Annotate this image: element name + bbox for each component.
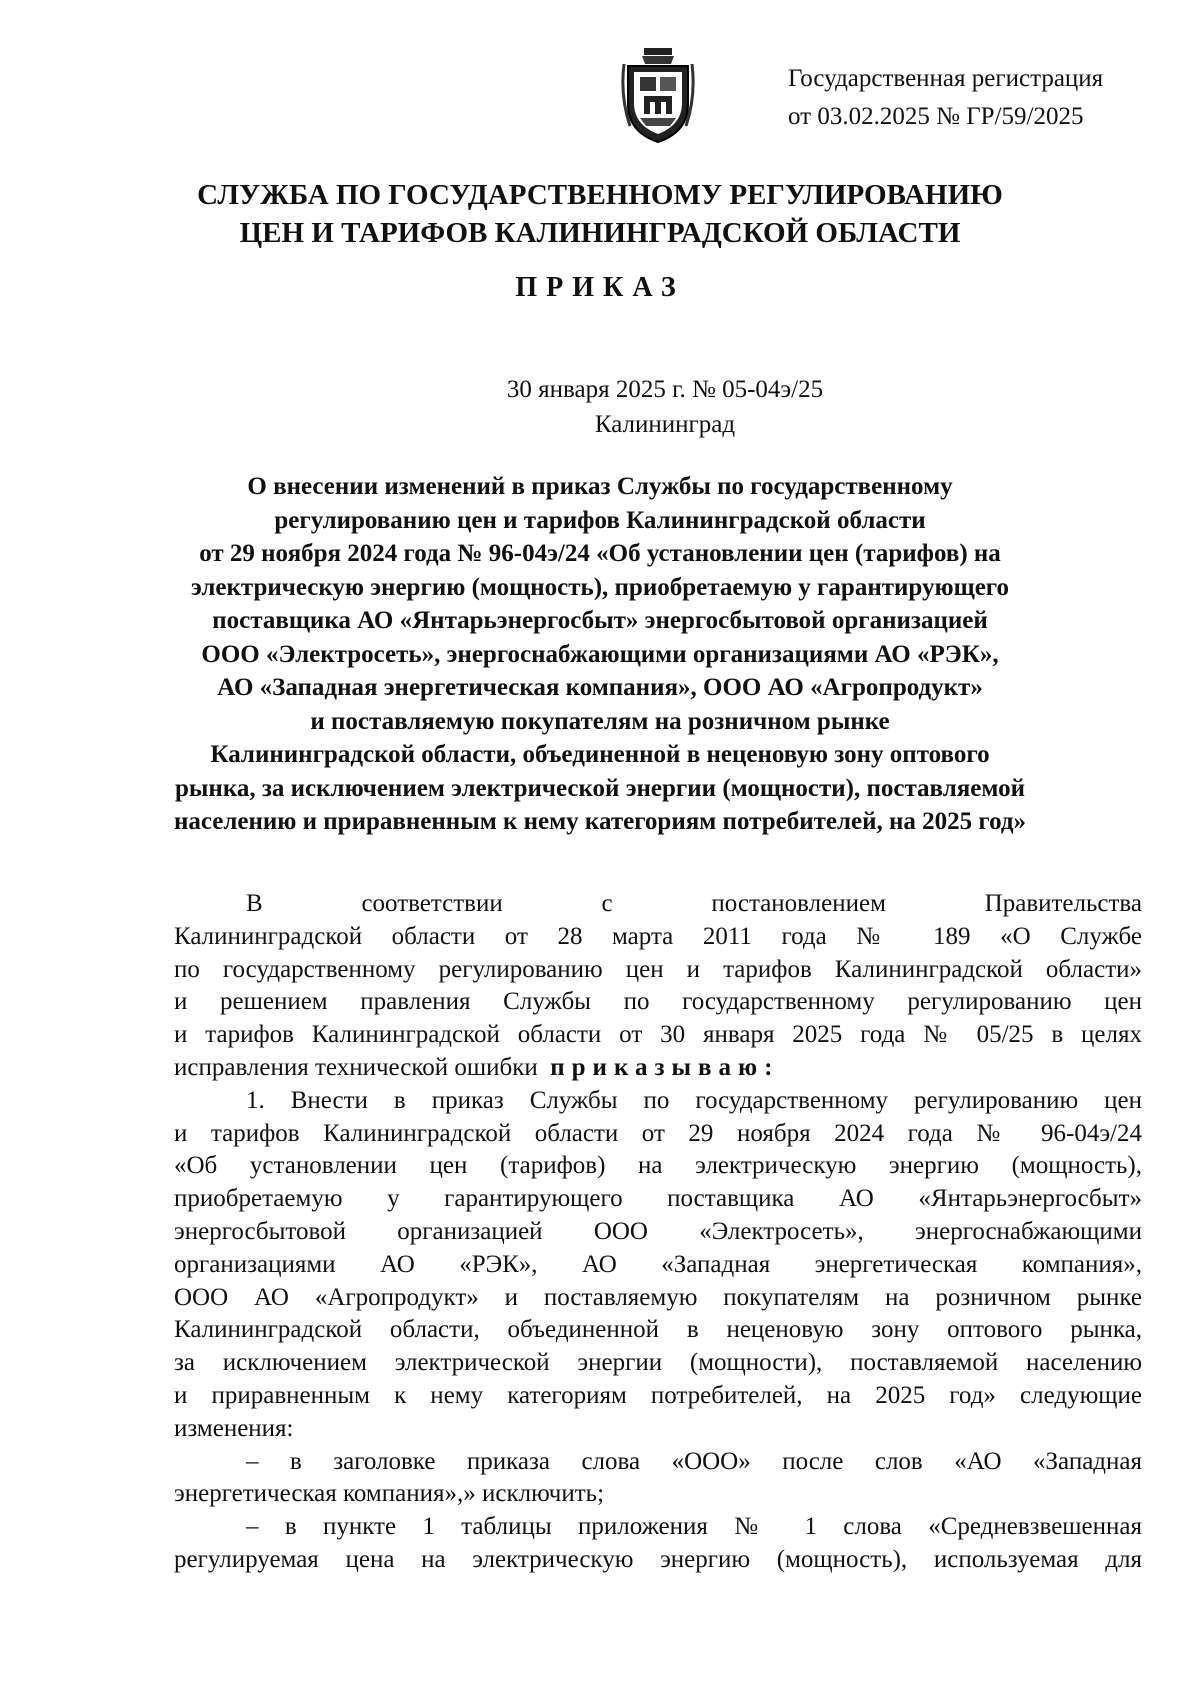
- text-line: организациями АО «РЭК», АО «Западная энергетическая компания»,: [174, 1250, 1142, 1278]
- date-and-place: [0, 372, 1200, 442]
- text-line: – в пункте 1 таблицы приложения № 1 слова «Средневзвешенная: [246, 1513, 1142, 1541]
- agency-name-line-1: СЛУЖБА ПО ГОСУДАРСТВЕННОМУ РЕГУЛИРОВАНИЮ: [197, 179, 1003, 211]
- subject-line: населению и приравненным к нему категориям потребителей, на 2025 год»: [173, 808, 1027, 835]
- subject-line: регулированию цен и тарифов Калининградской области: [274, 506, 926, 534]
- registration-number: от 03.02.2025 № ГР/59/2025: [788, 103, 1084, 130]
- order-date-number: 30 января 2025 г. № 05-04э/25: [506, 376, 824, 403]
- registration-label: Государственная регистрация: [788, 65, 1104, 92]
- subject-line: АО «Западная энергетическая компания», ООО АО «Агропродукт»: [217, 674, 983, 701]
- coat-of-arms-icon: [620, 46, 696, 146]
- preamble-last-text: исправления технической ошибки: [174, 1053, 538, 1081]
- subject-line: рынка, за исключением электрической энергии (мощности), поставляемой: [175, 774, 1025, 802]
- order-subject-heading: [100, 470, 1100, 839]
- text-line: и приравненным к нему категориям потребителей, на 2025 год» следующие: [174, 1381, 1142, 1409]
- text-line: В соответствии с постановлением Правительства: [246, 890, 1142, 917]
- subject-line: поставщика АО «Янтарьэнергосбыт» энергосбытовой организацией: [212, 607, 988, 634]
- preamble-paragraph: [174, 888, 1142, 1052]
- text-line: за исключением электрической энергии (мощности), поставляемой населению: [174, 1349, 1142, 1377]
- text-line: и тарифов Калининградской области от 30 января 2025 года № 05/25 в целях: [174, 1021, 1142, 1049]
- agency-name-line-2: ЦЕН И ТАРИФОВ КАЛИНИНГРАДСКОЙ ОБЛАСТИ: [239, 217, 961, 249]
- text-line: Калининградской области, объединенной в неценовую зону оптового рынка,: [174, 1316, 1142, 1344]
- text-line: и тарифов Калининградской области от 29 ноября 2024 года № 96-04э/24: [174, 1119, 1142, 1147]
- text-line: Калининградской области от 28 марта 2011 года № 189 «О Службе: [174, 922, 1142, 950]
- preamble-last-line: [174, 1052, 1142, 1085]
- item-1-paragraph: [174, 1085, 1142, 1446]
- document-type-title: ПРИКАЗ: [515, 272, 685, 303]
- text-line: «Об установлении цен (тарифов) на электрическую энергию (мощность),: [174, 1152, 1142, 1180]
- text-line: – в заголовке приказа слова «ООО» после слов «АО «Западная: [246, 1447, 1142, 1475]
- registration-stamp: [788, 60, 1168, 136]
- text-line: ООО АО «Агропродукт» и поставляемую покупателям на розничном рынке: [174, 1283, 1142, 1311]
- subject-line: и поставляемую покупателям на розничном рынке: [310, 707, 890, 735]
- text-line: по государственному регулированию цен и тарифов Калининградской области»: [174, 955, 1142, 983]
- text-line: регулируемая цена на электрическую энергию (мощность), используемая для: [174, 1545, 1142, 1573]
- order-city: Калининград: [594, 411, 736, 438]
- order-word: приказываю:: [550, 1053, 780, 1081]
- change-2-paragraph: [174, 1511, 1142, 1577]
- subject-line: О внесении изменений в приказ Службы по государственному: [247, 473, 953, 500]
- text-line: энергосбытовой организацией ООО «Электросеть», энергоснабжающими: [174, 1217, 1142, 1245]
- subject-line: Калининградской области, объединенной в неценовую зону оптового: [210, 741, 990, 768]
- text-line: энергетическая компания»,» исключить;: [174, 1480, 605, 1508]
- text-line: и решением правления Службы по государственному регулированию цен: [174, 988, 1142, 1016]
- subject-line: электрическую энергию (мощность), приобретаемую у гарантирующего: [190, 573, 1010, 601]
- text-line: приобретаемую у гарантирующего поставщика АО «Янтарьэнергосбыт»: [174, 1185, 1142, 1213]
- text-line: изменения:: [174, 1414, 294, 1442]
- agency-name: [100, 176, 1100, 252]
- order-body: [174, 888, 1142, 1577]
- subject-line: от 29 ноября 2024 года № 96-04э/24 «Об установлении цен (тарифов) на: [199, 540, 1001, 567]
- subject-line: ООО «Электросеть», энергоснабжающими организациями АО «РЭК»,: [201, 640, 999, 668]
- text-line: 1. Внести в приказ Службы по государственному регулированию цен: [246, 1086, 1142, 1114]
- change-1-paragraph: [174, 1446, 1142, 1512]
